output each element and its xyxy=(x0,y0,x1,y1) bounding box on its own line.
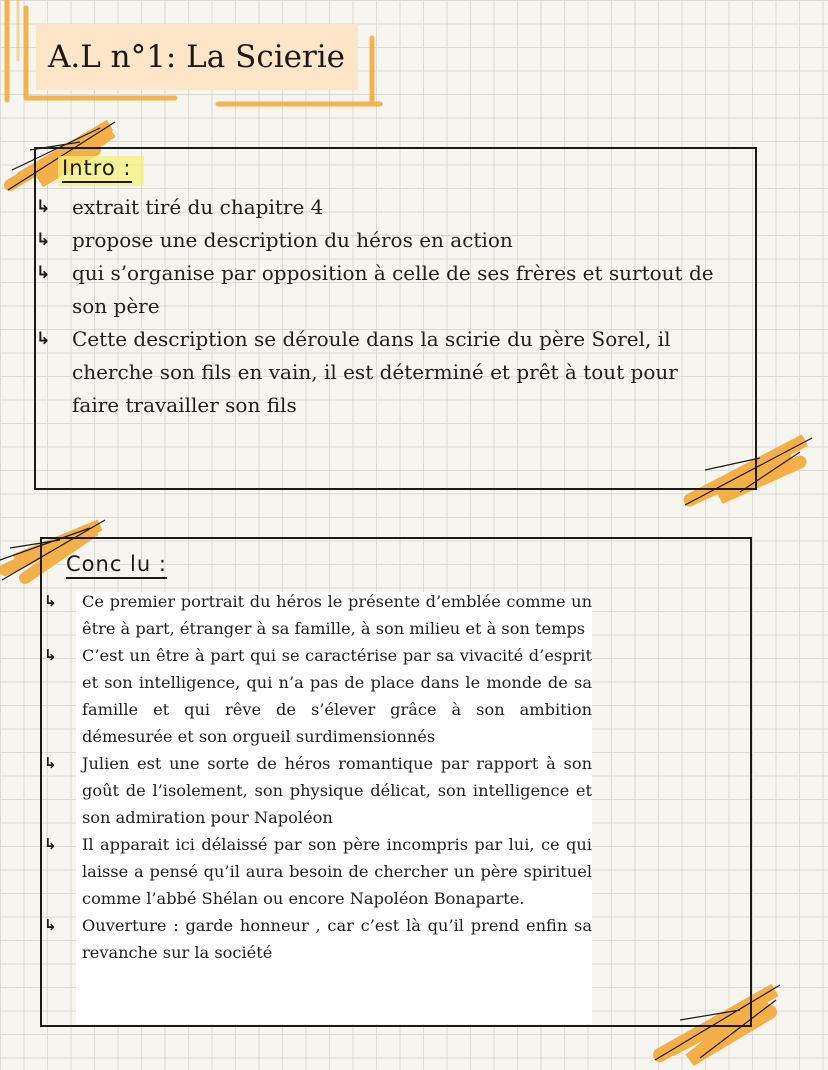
arrow-icon: ↳ xyxy=(36,263,51,283)
arrow-icon: ↳ xyxy=(44,916,57,934)
list-item: ↳ qui s’organise par opposition à celle de ses frères et surtout de son père xyxy=(36,257,726,323)
arrow-icon: ↳ xyxy=(44,835,57,853)
list-item: ↳ Ce premier portrait du héros le présente d’emblée comme un être à part, étranger à sa famille, à son milieu et à son temps xyxy=(44,588,592,642)
conclusion-list xyxy=(44,588,592,966)
list-item: ↳ Ouverture : garde honneur , car c’est là qu’il prend enfin sa revanche sur la société xyxy=(44,912,592,966)
arrow-icon: ↳ xyxy=(44,754,57,772)
list-item: ↳ Julien est une sorte de héros romantique par rapport à son goût de l’isolement, son physique délicat, son intelligence et son admiration pour Napoléon xyxy=(44,750,592,831)
arrow-icon: ↳ xyxy=(36,329,51,349)
list-item: ↳ propose une description du héros en action xyxy=(36,224,726,257)
list-item: ↳ C’est un être à part qui se caractérise par sa vivacité d’esprit et son intelligence, qui n’a pas de place dans le monde de sa famille et qui rêve de s’élever grâce à son ambition démesurée et son orgueil surdimensionnés xyxy=(44,642,592,750)
arrow-icon: ↳ xyxy=(44,646,57,664)
page-title: A.L n°1: La Scierie xyxy=(48,39,346,75)
conclusion-heading-underline xyxy=(66,577,167,579)
arrow-icon: ↳ xyxy=(36,230,51,250)
list-item: ↳ extrait tiré du chapitre 4 xyxy=(36,191,726,224)
list-item: ↳ Il apparait ici délaissé par son père incompris par lui, ce qui laisse a pensé qu’il aura besoin de chercher un père spirituel comme l’abbé Shélan ou encore Napoléon Bonaparte. xyxy=(44,831,592,912)
intro-heading xyxy=(62,156,132,183)
arrow-icon: ↳ xyxy=(44,592,57,610)
intro-heading-text: Intro : xyxy=(62,156,132,180)
intro-list xyxy=(36,191,726,422)
title-box xyxy=(36,24,358,90)
arrow-icon: ↳ xyxy=(36,197,51,217)
conclusion-heading-text: Conc lu : xyxy=(66,552,167,576)
conclusion-heading xyxy=(66,552,167,579)
intro-heading-underline xyxy=(62,181,132,183)
list-item: ↳ Cette description se déroule dans la scirie du père Sorel, il cherche son fils en vain, il est déterminé et prêt à tout pour faire travailler son fils xyxy=(36,323,726,422)
